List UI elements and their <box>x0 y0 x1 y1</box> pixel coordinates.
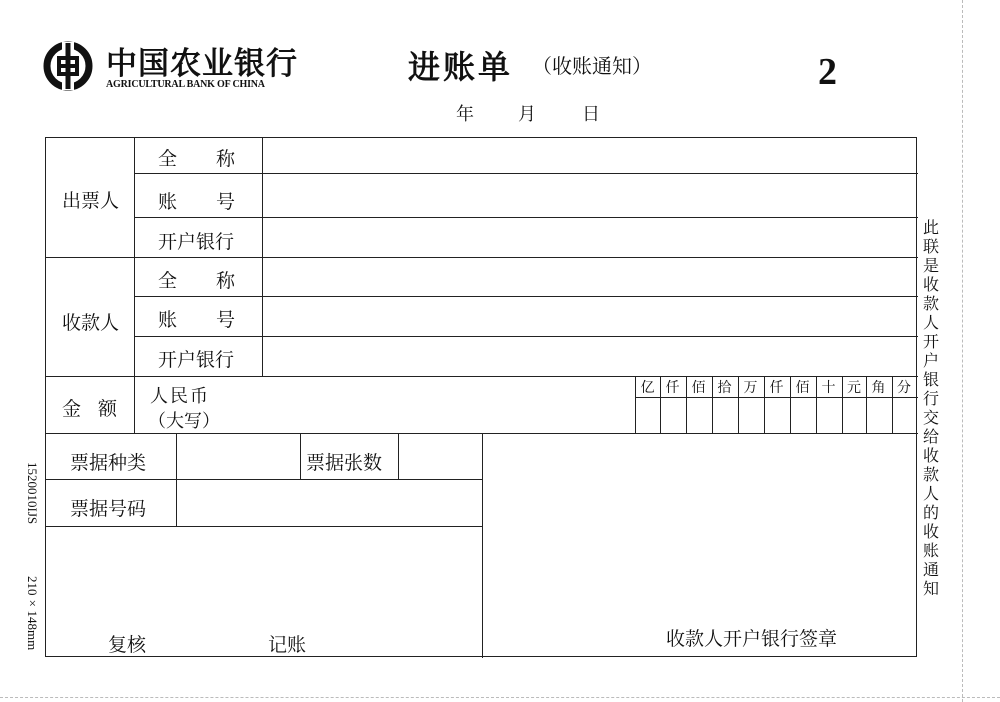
bank-name-cn: 中国农业银行 <box>106 46 298 82</box>
digit-header-shi-1: 拾 <box>717 380 732 396</box>
drawer-account-field[interactable] <box>266 176 914 216</box>
payee-account-label-char2: 号 <box>216 309 236 331</box>
amount-label-char1: 金 <box>62 398 82 420</box>
payee-full-name-label-char1: 全 <box>158 270 178 292</box>
payee-bank-label: 开户银行 <box>158 349 235 371</box>
bill-number-label: 票据号码 <box>70 498 147 520</box>
digit-header-wan: 万 <box>743 380 758 396</box>
bank-seal-label: 收款人开户银行签章 <box>666 628 838 650</box>
document-title: 进账单 <box>408 48 514 86</box>
payee-account-label-char1: 账 <box>158 309 178 331</box>
copy-number: 2 <box>818 51 837 93</box>
payee-full-name-label-char2: 称 <box>216 270 236 292</box>
deposit-form <box>45 137 917 657</box>
digit-header-bai-2: 佰 <box>795 380 810 396</box>
copy-usage-note: 此联是收款人开户银行交给收款人的收账通知 <box>922 218 939 598</box>
drawer-account-label-char2: 号 <box>216 191 236 213</box>
amount-uppercase-field[interactable] <box>296 380 630 428</box>
uppercase-note: （大写） <box>148 411 220 432</box>
amount-label-char2: 额 <box>98 398 118 420</box>
payee-account-field[interactable] <box>266 299 914 335</box>
payee-full-name-field[interactable] <box>266 260 914 295</box>
page-edge-line <box>962 0 963 702</box>
bill-type-field[interactable] <box>180 436 296 476</box>
amount-digits-field[interactable] <box>636 399 916 432</box>
drawer-section-label: 出票人 <box>62 190 120 212</box>
form-size: 210×148mm <box>25 576 40 651</box>
drawer-full-name-field[interactable] <box>266 140 914 172</box>
digit-header-fen: 分 <box>897 380 911 396</box>
form-code: 1520010IJS <box>25 462 40 525</box>
currency-label: 人民币 <box>150 386 210 407</box>
bank-seal-area[interactable] <box>486 438 914 618</box>
drawer-bank-label: 开户银行 <box>158 231 235 253</box>
drawer-account-label-char1: 账 <box>158 191 178 213</box>
bank-logo-icon <box>42 40 94 92</box>
page-bottom-edge <box>0 697 1000 698</box>
bill-count-label: 票据张数 <box>306 452 383 474</box>
document-subtitle: （收账通知） <box>532 54 652 78</box>
digit-header-shi-2: 十 <box>821 380 836 396</box>
payee-section-label: 收款人 <box>62 312 120 334</box>
date-year-label: 年 <box>456 104 474 125</box>
drawer-bank-field[interactable] <box>266 220 914 256</box>
review-label: 复核 <box>108 634 147 656</box>
drawer-full-name-label-char1: 全 <box>158 148 178 170</box>
bank-name-en: AGRICULTURAL BANK OF CHINA <box>106 79 265 90</box>
payee-bank-field[interactable] <box>266 339 914 375</box>
digit-header-yi: 亿 <box>640 380 655 396</box>
digit-header-jiao: 角 <box>871 380 886 396</box>
digit-header-qian-2: 仟 <box>769 380 784 396</box>
bookkeeping-label: 记账 <box>268 634 307 656</box>
digit-header-bai-1: 佰 <box>691 380 706 396</box>
drawer-full-name-label-char2: 称 <box>216 148 236 170</box>
bill-number-field[interactable] <box>180 482 478 522</box>
date-month-label: 月 <box>518 104 536 125</box>
bill-type-label: 票据种类 <box>70 452 147 474</box>
bill-count-field[interactable] <box>402 436 478 476</box>
digit-header-qian-1: 仟 <box>665 380 680 396</box>
digit-header-yuan: 元 <box>847 380 861 396</box>
date-day-label: 日 <box>582 104 600 125</box>
